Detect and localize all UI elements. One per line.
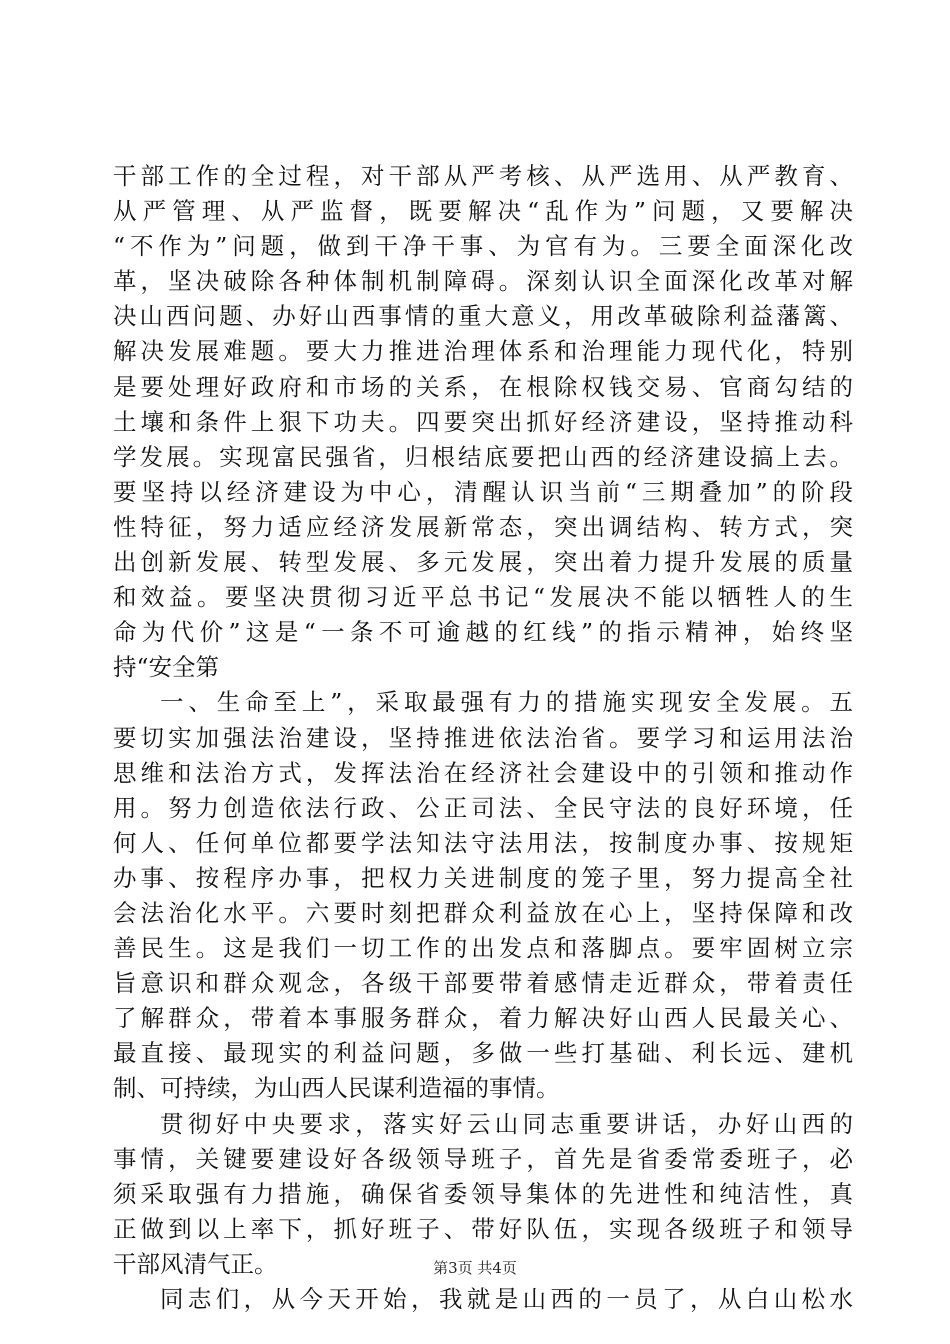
text-line: 办事、按程序办事，把权力关进制度的笼子里，努力提高全社 — [113, 863, 853, 892]
text-line: 持“安全第 — [113, 653, 220, 682]
text-line: 何人、任何单位都要学法知法守法用法，按制度办事、按规矩 — [113, 828, 853, 857]
text-line: 革，坚决破除各种体制机制障碍。深刻认识全面深化改革对解 — [113, 267, 853, 296]
text-line: 会法治化水平。六要时刻把群众利益放在心上，坚持保障和改 — [113, 898, 853, 927]
text-line: “不作为”问题，做到干净干事、为官有为。三要全面深化改 — [113, 232, 853, 261]
text-line: 须采取强有力措施，确保省委领导集体的先进性和纯洁性，真 — [113, 1179, 853, 1208]
text-line: 要坚持以经济建设为中心，清醒认识当前“三期叠加”的阶段 — [113, 477, 853, 506]
body-text — [113, 159, 853, 1317]
text-line: 土壤和条件上狠下功夫。四要突出抓好经济建设，坚持推动科 — [113, 407, 853, 436]
text-line: 正做到以上率下，抓好班子、带好队伍，实现各级班子和领导 — [113, 1214, 853, 1243]
text-line: 出创新发展、转型发展、多元发展，突出着力提升发展的质量 — [113, 548, 853, 577]
text-line: 是要处理好政府和市场的关系，在根除权钱交易、官商勾结的 — [113, 372, 853, 401]
text-line: 旨意识和群众观念，各级干部要带着感情走近群众，带着责任 — [113, 969, 853, 998]
text-line: 善民生。这是我们一切工作的出发点和落脚点。要牢固树立宗 — [113, 934, 853, 963]
text-line: 决山西问题、办好山西事情的重大意义，用改革破除利益藩篱、 — [113, 302, 853, 331]
text-line: 用。努力创造依法行政、公正司法、全民守法的良好环境，任 — [113, 793, 853, 822]
text-line: 思维和法治方式，发挥法治在经济社会建设中的引领和推动作 — [113, 758, 853, 787]
text-line: 了解群众，带着本事服务群众，着力解决好山西人民最关心、 — [113, 1004, 853, 1033]
text-line: 同志们，从今天开始，我就是山西的一员了，从白山松水 — [160, 1285, 853, 1313]
text-line: 和效益。要坚决贯彻习近平总书记“发展决不能以牺牲人的生 — [113, 583, 853, 612]
text-line: 性特征，努力适应经济发展新常态，突出调结构、转方式，突 — [113, 512, 853, 541]
text-line: 命为代价”这是“一条不可逾越的红线”的指示精神，始终坚 — [113, 618, 853, 647]
text-line: 最直接、最现实的利益问题，多做一些打基础、利长远、建机 — [113, 1039, 853, 1068]
text-line: 贯彻好中央要求，落实好云山同志重要讲话，办好山西的 — [160, 1109, 853, 1138]
text-line: 干部风清气正。 — [113, 1249, 278, 1278]
text-line: 学发展。实现富民强省，归根结底要把山西的经济建设搞上去。 — [113, 442, 853, 471]
text-line: 从严管理、从严监督，既要解决“乱作为”问题，又要解决 — [113, 197, 853, 226]
text-line: 要切实加强法治建设，坚持推进依法治省。要学习和运用法治 — [113, 723, 853, 752]
page-number-footer: 第3页 共4页 — [433, 1259, 517, 1277]
text-line: 一、生命至上”，采取最强有力的措施实现安全发展。五 — [160, 688, 853, 717]
text-line: 事情，关键要建设好各级领导班子，首先是省委常委班子，必 — [113, 1144, 853, 1173]
text-line: 干部工作的全过程，对干部从严考核、从严选用、从严教育、 — [113, 162, 853, 190]
text-line: 解决发展难题。要大力推进治理体系和治理能力现代化，特别 — [113, 337, 853, 366]
text-line: 制、可持续，为山西人民谋利造福的事情。 — [113, 1074, 560, 1103]
